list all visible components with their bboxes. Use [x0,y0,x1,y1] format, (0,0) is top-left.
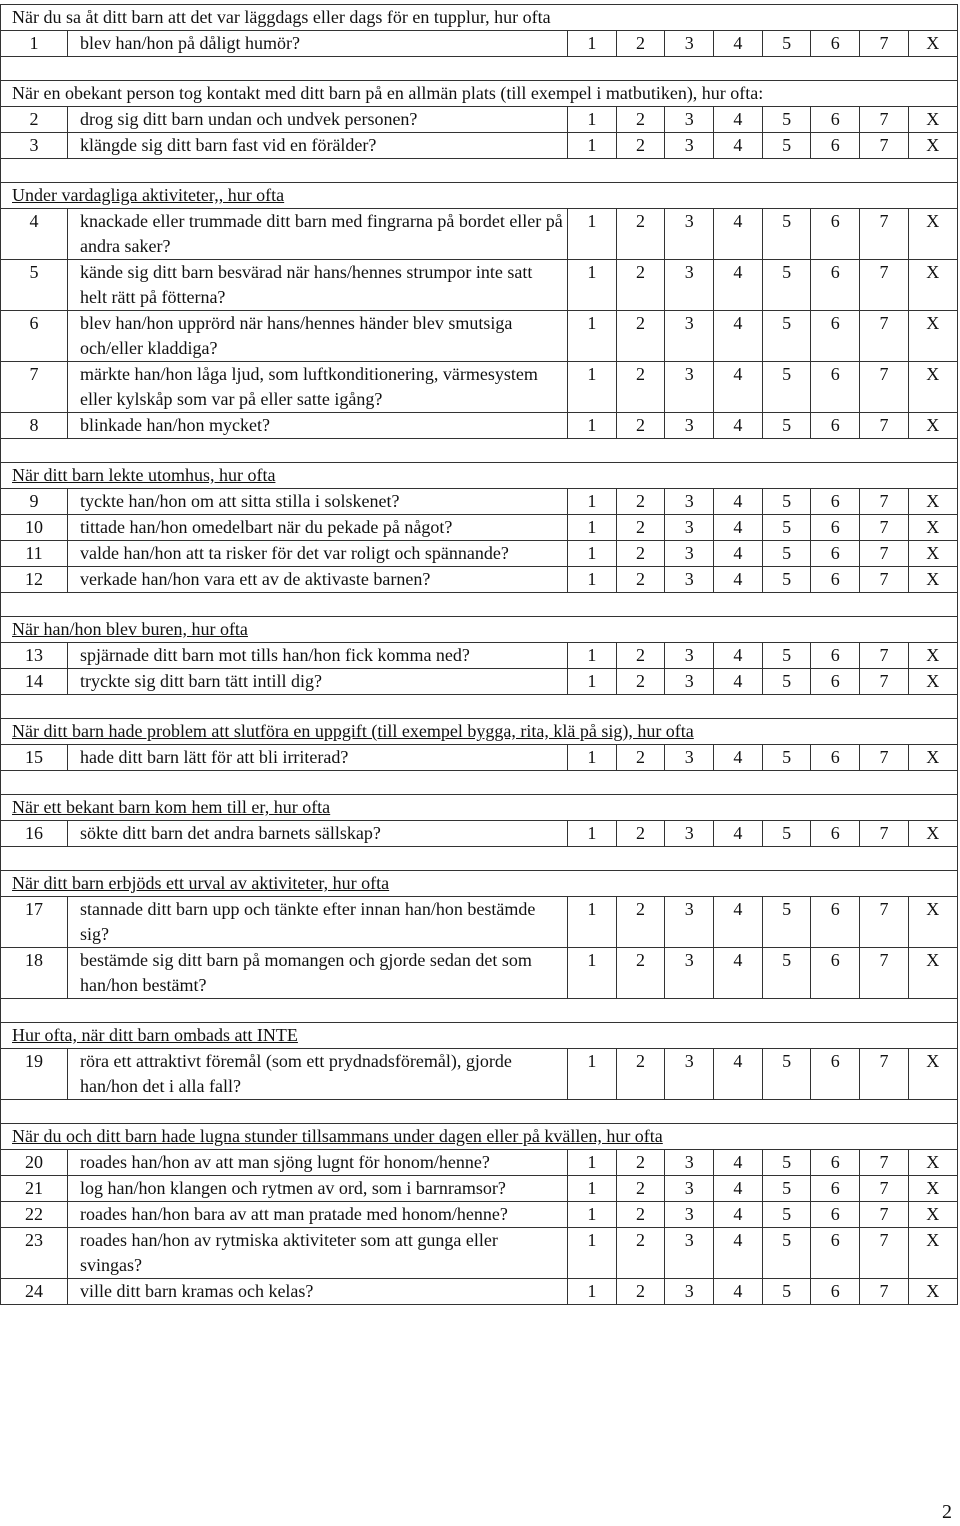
rating-option[interactable]: 3 [665,567,714,593]
rating-option[interactable]: 3 [665,1150,714,1176]
question-number: 22 [1,1202,68,1228]
rating-option[interactable]: 5 [762,31,811,57]
rating-option[interactable]: 1 [568,413,617,439]
rating-option[interactable]: X [908,209,957,260]
rating-option[interactable]: X [908,567,957,593]
rating-option[interactable]: 3 [665,821,714,847]
rating-option[interactable]: 2 [616,260,665,311]
rating-option[interactable]: 7 [860,1176,909,1202]
question-number: 13 [1,643,68,669]
rating-option[interactable]: 1 [568,133,617,159]
rating-option[interactable]: 4 [714,948,763,999]
section-heading-row [1,795,958,821]
rating-option[interactable]: 3 [665,1279,714,1305]
rating-option[interactable]: 5 [762,209,811,260]
rating-option[interactable]: 2 [616,107,665,133]
question-number: 1 [1,31,68,57]
rating-option[interactable]: X [908,515,957,541]
rating-option[interactable]: 3 [665,209,714,260]
section-heading: När en obekant person tog kontakt med ditt barn på en allmän plats (till exempel i matbutiken), hur ofta: [1,81,958,107]
question-row [1,1150,958,1176]
rating-option[interactable]: 5 [762,1279,811,1305]
rating-option[interactable]: 6 [811,1049,860,1100]
question-row [1,541,958,567]
section-heading: När ditt barn erbjöds ett urval av aktiviteter, hur ofta [1,871,958,897]
question-row [1,413,958,439]
rating-option[interactable]: 7 [860,669,909,695]
rating-option[interactable]: X [908,669,957,695]
rating-option[interactable]: 1 [568,107,617,133]
rating-option[interactable]: 2 [616,489,665,515]
rating-option[interactable]: 7 [860,133,909,159]
question-row [1,311,958,362]
rating-option[interactable]: 7 [860,643,909,669]
question-text: sökte ditt barn det andra barnets sällskap? [68,821,568,847]
question-row [1,489,958,515]
rating-option[interactable]: 1 [568,669,617,695]
section-heading-row [1,1124,958,1150]
rating-option[interactable]: 7 [860,745,909,771]
rating-option[interactable]: 5 [762,515,811,541]
rating-option[interactable]: 7 [860,209,909,260]
question-text: tyckte han/hon om att sitta stilla i solskenet? [68,489,568,515]
question-number: 21 [1,1176,68,1202]
rating-option[interactable]: 4 [714,897,763,948]
rating-option[interactable]: 1 [568,1228,617,1279]
question-text: stannade ditt barn upp och tänkte efter innan han/hon bestämde sig? [68,897,568,948]
question-number: 15 [1,745,68,771]
rating-option[interactable]: 2 [616,948,665,999]
question-text: blev han/hon upprörd när hans/hennes händer blev smutsiga och/eller kladdiga? [68,311,568,362]
question-text: drog sig ditt barn undan och undvek personen? [68,107,568,133]
rating-option[interactable]: 3 [665,133,714,159]
rating-option[interactable]: 5 [762,1228,811,1279]
section-spacer [1,1100,958,1124]
rating-option[interactable]: 7 [860,1228,909,1279]
rating-option[interactable]: 6 [811,1150,860,1176]
rating-option[interactable]: 4 [714,567,763,593]
rating-option[interactable]: 6 [811,567,860,593]
rating-option[interactable]: 7 [860,489,909,515]
rating-option[interactable]: 4 [714,821,763,847]
rating-option[interactable]: 6 [811,362,860,413]
question-text: roades han/hon av rytmiska aktiviteter som att gunga eller svingas? [68,1228,568,1279]
rating-option[interactable]: 5 [762,643,811,669]
question-number: 9 [1,489,68,515]
rating-option[interactable]: 1 [568,1202,617,1228]
rating-option[interactable]: 2 [616,745,665,771]
section-heading: När du och ditt barn hade lugna stunder tillsammans under dagen eller på kvällen, hur ofta [1,1124,958,1150]
question-text: tittade han/hon omedelbart när du pekade på något? [68,515,568,541]
rating-option[interactable]: 4 [714,1202,763,1228]
rating-option[interactable]: 7 [860,311,909,362]
rating-option[interactable]: 3 [665,31,714,57]
rating-option[interactable]: 4 [714,669,763,695]
question-number: 20 [1,1150,68,1176]
rating-option[interactable]: 5 [762,897,811,948]
question-row [1,1202,958,1228]
rating-option[interactable]: 3 [665,413,714,439]
question-row [1,31,958,57]
rating-option[interactable]: 2 [616,567,665,593]
rating-option[interactable]: 4 [714,1279,763,1305]
section-spacer [1,593,958,617]
rating-option[interactable]: 1 [568,821,617,847]
rating-option[interactable]: 4 [714,643,763,669]
question-row [1,209,958,260]
rating-option[interactable]: 2 [616,643,665,669]
section-spacer [1,847,958,871]
rating-option[interactable]: 6 [811,1202,860,1228]
rating-option[interactable]: 3 [665,669,714,695]
rating-option[interactable]: 7 [860,1150,909,1176]
question-text: bestämde sig ditt barn på momangen och gjorde sedan det som han/hon bestämt? [68,948,568,999]
rating-option[interactable]: 4 [714,31,763,57]
rating-option[interactable]: X [908,643,957,669]
rating-option[interactable]: X [908,897,957,948]
rating-option[interactable]: 6 [811,311,860,362]
rating-option[interactable]: 5 [762,948,811,999]
question-row [1,260,958,311]
rating-option[interactable]: 2 [616,541,665,567]
rating-option[interactable]: 3 [665,1176,714,1202]
rating-option[interactable]: X [908,1176,957,1202]
rating-option[interactable]: 1 [568,1176,617,1202]
rating-option[interactable]: 6 [811,1228,860,1279]
rating-option[interactable]: 5 [762,413,811,439]
rating-option[interactable]: 4 [714,745,763,771]
question-number: 14 [1,669,68,695]
rating-option[interactable]: 6 [811,133,860,159]
rating-option[interactable]: 4 [714,489,763,515]
rating-option[interactable]: X [908,1228,957,1279]
section-heading-row [1,81,958,107]
rating-option[interactable]: 3 [665,515,714,541]
question-row [1,669,958,695]
rating-option[interactable]: 6 [811,31,860,57]
rating-option[interactable]: X [908,260,957,311]
section-heading-row [1,617,958,643]
question-row [1,362,958,413]
rating-option[interactable]: 1 [568,31,617,57]
rating-option[interactable]: 6 [811,897,860,948]
rating-option[interactable]: 7 [860,821,909,847]
section-heading: När ditt barn hade problem att slutföra en uppgift (till exempel bygga, rita, klä på sig), hur ofta [1,719,958,745]
rating-option[interactable]: X [908,821,957,847]
rating-option[interactable]: X [908,107,957,133]
rating-option[interactable]: 4 [714,209,763,260]
question-text: verkade han/hon vara ett av de aktivaste barnen? [68,567,568,593]
rating-option[interactable]: 5 [762,669,811,695]
rating-option[interactable]: 1 [568,567,617,593]
question-row [1,133,958,159]
rating-option[interactable]: 7 [860,1202,909,1228]
rating-option[interactable]: X [908,745,957,771]
rating-option[interactable]: X [908,541,957,567]
rating-option[interactable]: X [908,1150,957,1176]
rating-option[interactable]: 7 [860,107,909,133]
question-number: 5 [1,260,68,311]
question-text: log han/hon klangen och rytmen av ord, som i barnramsor? [68,1176,568,1202]
question-row [1,897,958,948]
question-row [1,567,958,593]
rating-option[interactable]: 3 [665,362,714,413]
section-heading-row [1,183,958,209]
rating-option[interactable]: X [908,1279,957,1305]
rating-option[interactable]: 6 [811,1176,860,1202]
section-heading-row [1,5,958,31]
question-number: 12 [1,567,68,593]
questionnaire-body [1,5,958,1305]
rating-option[interactable]: 6 [811,209,860,260]
rating-option[interactable]: 5 [762,107,811,133]
rating-option[interactable]: 1 [568,897,617,948]
question-text: röra ett attraktivt föremål (som ett prydnadsföremål), gjorde han/hon det i alla fall? [68,1049,568,1100]
question-text: roades han/hon bara av att man pratade med honom/henne? [68,1202,568,1228]
rating-option[interactable]: 4 [714,413,763,439]
question-row [1,1176,958,1202]
section-heading: Hur ofta, när ditt barn ombads att INTE [1,1023,958,1049]
section-spacer [1,999,958,1023]
rating-option[interactable]: 2 [616,133,665,159]
section-spacer [1,695,958,719]
rating-option[interactable]: 4 [714,1176,763,1202]
rating-option[interactable]: 6 [811,669,860,695]
rating-option[interactable]: 3 [665,311,714,362]
rating-option[interactable]: 5 [762,489,811,515]
rating-option[interactable]: 4 [714,515,763,541]
rating-option[interactable]: 2 [616,669,665,695]
rating-option[interactable]: 6 [811,1279,860,1305]
question-row [1,643,958,669]
rating-option[interactable]: 4 [714,1150,763,1176]
rating-option[interactable]: 5 [762,1176,811,1202]
rating-option[interactable]: 3 [665,107,714,133]
rating-option[interactable]: 2 [616,413,665,439]
section-heading: När du sa åt ditt barn att det var läggdags eller dags för en tupplur, hur ofta [1,5,958,31]
question-number: 11 [1,541,68,567]
question-number: 23 [1,1228,68,1279]
rating-option[interactable]: 5 [762,260,811,311]
rating-option[interactable]: 6 [811,515,860,541]
rating-option[interactable]: X [908,489,957,515]
question-row [1,1228,958,1279]
rating-option[interactable]: 6 [811,489,860,515]
rating-option[interactable]: 7 [860,1279,909,1305]
page-number: 2 [942,1501,952,1523]
rating-option[interactable]: 4 [714,107,763,133]
rating-option[interactable]: 3 [665,489,714,515]
section-heading: När ditt barn lekte utomhus, hur ofta [1,463,958,489]
question-row [1,107,958,133]
rating-option[interactable]: 2 [616,209,665,260]
question-text: hade ditt barn lätt för att bli irriterad? [68,745,568,771]
rating-option[interactable]: 2 [616,515,665,541]
rating-option[interactable]: 6 [811,107,860,133]
rating-option[interactable]: X [908,413,957,439]
question-row [1,515,958,541]
section-heading-row [1,1023,958,1049]
section-heading-row [1,463,958,489]
rating-option[interactable]: 4 [714,311,763,362]
rating-option[interactable]: 7 [860,362,909,413]
rating-option[interactable]: 1 [568,311,617,362]
section-heading: Under vardagliga aktiviteter,, hur ofta [1,183,958,209]
section-heading: När ett bekant barn kom hem till er, hur ofta [1,795,958,821]
section-heading-row [1,719,958,745]
rating-option[interactable]: 6 [811,821,860,847]
question-row [1,745,958,771]
question-text: knackade eller trummade ditt barn med fingrarna på bordet eller på andra saker? [68,209,568,260]
question-number: 3 [1,133,68,159]
rating-option[interactable]: 3 [665,948,714,999]
rating-option[interactable]: 2 [616,821,665,847]
question-text: roades han/hon av att man sjöng lugnt för honom/henne? [68,1150,568,1176]
rating-option[interactable]: 5 [762,1202,811,1228]
rating-option[interactable]: 7 [860,413,909,439]
rating-option[interactable]: 4 [714,133,763,159]
rating-option[interactable]: 2 [616,1150,665,1176]
question-text: tryckte sig ditt barn tätt intill dig? [68,669,568,695]
question-text: ville ditt barn kramas och kelas? [68,1279,568,1305]
question-number: 24 [1,1279,68,1305]
section-spacer [1,771,958,795]
rating-option[interactable]: 3 [665,643,714,669]
question-number: 10 [1,515,68,541]
rating-option[interactable]: 5 [762,567,811,593]
rating-option[interactable]: X [908,1049,957,1100]
question-row [1,1279,958,1305]
question-number: 17 [1,897,68,948]
rating-option[interactable]: 1 [568,643,617,669]
rating-option[interactable]: 1 [568,1150,617,1176]
questionnaire-page [0,4,957,1305]
rating-option[interactable]: 3 [665,897,714,948]
question-number: 4 [1,209,68,260]
rating-option[interactable]: 3 [665,1202,714,1228]
question-number: 19 [1,1049,68,1100]
rating-option[interactable]: 5 [762,1150,811,1176]
rating-option[interactable]: 1 [568,1279,617,1305]
question-number: 2 [1,107,68,133]
rating-option[interactable]: 7 [860,515,909,541]
rating-option[interactable]: 1 [568,209,617,260]
question-row [1,821,958,847]
rating-option[interactable]: 7 [860,1049,909,1100]
rating-option[interactable]: 5 [762,362,811,413]
rating-option[interactable]: X [908,311,957,362]
section-spacer [1,57,958,81]
rating-option[interactable]: 7 [860,260,909,311]
section-heading-row [1,871,958,897]
section-spacer [1,159,958,183]
question-number: 18 [1,948,68,999]
rating-option[interactable]: 7 [860,897,909,948]
rating-option[interactable]: 6 [811,643,860,669]
rating-option[interactable]: 6 [811,413,860,439]
question-number: 7 [1,362,68,413]
question-row [1,1049,958,1100]
rating-option[interactable]: 4 [714,1228,763,1279]
question-number: 16 [1,821,68,847]
rating-option[interactable]: 2 [616,1279,665,1305]
rating-option[interactable]: 1 [568,362,617,413]
rating-option[interactable]: 1 [568,260,617,311]
rating-option[interactable]: 4 [714,1049,763,1100]
question-text: märkte han/hon låga ljud, som luftkonditionering, värmesystem eller kylskåp som var på eller satte igång? [68,362,568,413]
rating-option[interactable]: 5 [762,1049,811,1100]
rating-option[interactable]: 3 [665,1228,714,1279]
rating-option[interactable]: 7 [860,31,909,57]
rating-option[interactable]: 6 [811,260,860,311]
rating-option[interactable]: 2 [616,31,665,57]
rating-option[interactable]: 5 [762,745,811,771]
rating-option[interactable]: X [908,31,957,57]
rating-option[interactable]: 3 [665,745,714,771]
rating-option[interactable]: 5 [762,541,811,567]
question-row [1,948,958,999]
rating-option[interactable]: 2 [616,1202,665,1228]
rating-option[interactable]: X [908,362,957,413]
question-text: blev han/hon på dåligt humör? [68,31,568,57]
rating-option[interactable]: 6 [811,745,860,771]
rating-option[interactable]: 2 [616,1228,665,1279]
rating-option[interactable]: 1 [568,1049,617,1100]
question-text: kände sig ditt barn besvärad när hans/hennes strumpor inte satt helt rätt på fötterna? [68,260,568,311]
question-number: 6 [1,311,68,362]
rating-option[interactable]: 4 [714,541,763,567]
rating-option[interactable]: X [908,1202,957,1228]
question-text: spjärnade ditt barn mot tills han/hon fick komma ned? [68,643,568,669]
questionnaire-table [0,4,958,1305]
rating-option[interactable]: 6 [811,541,860,567]
rating-option[interactable]: 2 [616,311,665,362]
rating-option[interactable]: 1 [568,489,617,515]
section-heading: När han/hon blev buren, hur ofta [1,617,958,643]
rating-option[interactable]: 7 [860,948,909,999]
rating-option[interactable]: 7 [860,567,909,593]
rating-option[interactable]: 7 [860,541,909,567]
rating-option[interactable]: 2 [616,897,665,948]
rating-option[interactable]: 2 [616,362,665,413]
rating-option[interactable]: 4 [714,362,763,413]
rating-option[interactable]: 2 [616,1176,665,1202]
rating-option[interactable]: 3 [665,541,714,567]
rating-option[interactable]: 5 [762,311,811,362]
rating-option[interactable]: 3 [665,1049,714,1100]
rating-option[interactable]: X [908,133,957,159]
rating-option[interactable]: 5 [762,821,811,847]
rating-option[interactable]: 6 [811,948,860,999]
rating-option[interactable]: 3 [665,260,714,311]
rating-option[interactable]: 1 [568,745,617,771]
question-text: blinkade han/hon mycket? [68,413,568,439]
question-text: klängde sig ditt barn fast vid en förälder? [68,133,568,159]
rating-option[interactable]: 5 [762,133,811,159]
section-spacer [1,439,958,463]
rating-option[interactable]: 1 [568,541,617,567]
rating-option[interactable]: 4 [714,260,763,311]
rating-option[interactable]: 2 [616,1049,665,1100]
rating-option[interactable]: X [908,948,957,999]
rating-option[interactable]: 1 [568,948,617,999]
question-number: 8 [1,413,68,439]
rating-option[interactable]: 1 [568,515,617,541]
question-text: valde han/hon att ta risker för det var roligt och spännande? [68,541,568,567]
